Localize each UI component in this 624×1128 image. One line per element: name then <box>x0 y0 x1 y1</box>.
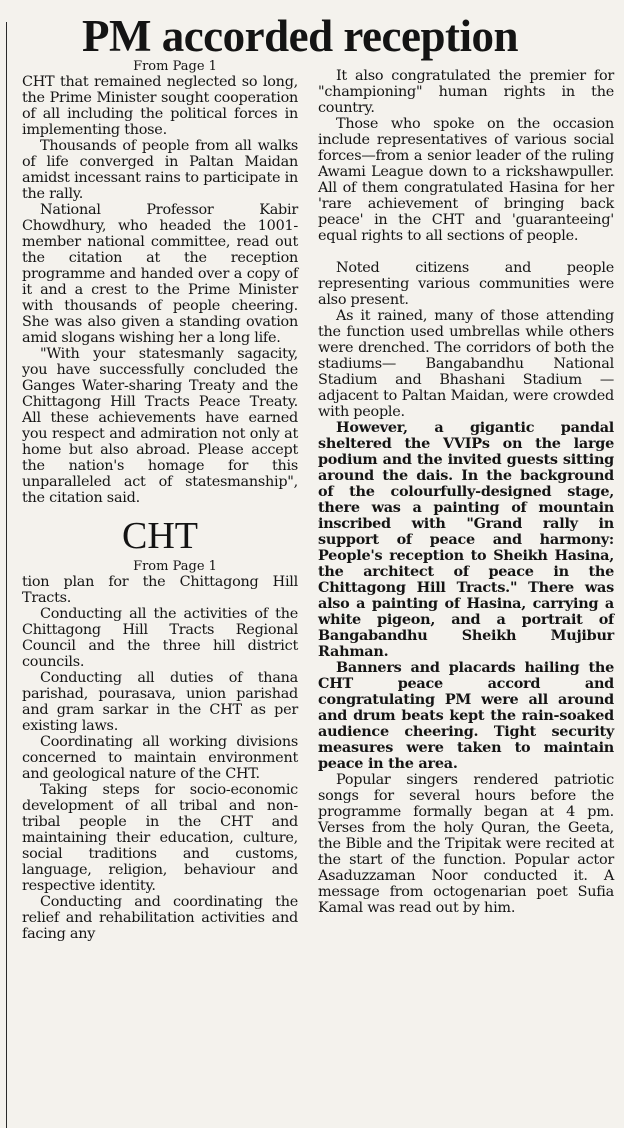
cht-paragraph: Conducting all the activities of the Chittagong Hill Tracts Regional Council and the three hill district councils. <box>22 606 298 670</box>
cht-paragraph: Conducting and coordinating the relief and rehabilitation activities and facing any <box>22 894 298 942</box>
article-paragraph: Banners and placards hailing the CHT peace accord and congratulating PM were all around and drum beats kept the rain-soaked audience cheering. Tight security measures were taken to maintain peace in the area. <box>318 659 614 772</box>
right-column <box>318 68 614 916</box>
article-paragraph: Popular singers rendered patriotic songs for several hours before the programme formally began at 4 pm. Verses from the holy Quran, the Geeta, the Bible and the Tripitak were recited at the start of the function. Popular actor Asaduzzaman Noor conducted it. A message from octogenarian poet Sufia Kamal was read out by him. <box>318 772 614 916</box>
left-column <box>22 60 298 942</box>
article-headline: PM accorded reception <box>81 11 519 61</box>
cht-paragraph: tion plan for the Chittagong Hill Tracts. <box>22 574 298 606</box>
paragraph-gap <box>318 244 614 260</box>
article-paragraph: It also congratulated the premier for "championing" human rights in the country. <box>318 68 614 116</box>
article-paragraph: National Professor Kabir Chowdhury, who headed the 1001-member national committee, read out the citation at the reception programme and handed over a copy of it and a crest to the Prime Minister with thousands of people cheering. She was also given a standing ovation amid slogans wishing her a long life. <box>22 202 298 346</box>
article-paragraph: Thousands of people from all walks of life converged in Paltan Maidan amidst incessant rains to participate in the rally. <box>22 138 298 202</box>
article-paragraph: As it rained, many of those attending the function used umbrellas while others were drenched. The corridors of both the stadiums— Bangabandhu National Stadium and Bhashani Stadium — adjacent to Paltan Maidan, were crowded with people. <box>318 308 614 420</box>
article-paragraph: "With your statesmanly sagacity, you have successfully concluded the Ganges Water-sharing Treaty and the Chittagong Hill Tracts Peace Treaty. All these achievements have earned you respect and admiration not only at home but also abroad. Please accept the nation's homage for this unparalleled act of statesmanship", the citation said. <box>22 346 298 506</box>
continued-from-label: From Page 1 <box>133 59 217 74</box>
cht-paragraph: Conducting all duties of thana parishad, pourasava, union parishad and gram sarkar in the CHT as per existing laws. <box>22 670 298 734</box>
article-paragraph: CHT that remained neglected so long, the Prime Minister sought cooperation of all including the political forces in implementing those. <box>22 74 298 138</box>
page-edge-rule <box>6 22 7 1128</box>
cht-heading: CHT <box>122 515 198 557</box>
article-paragraph: However, a gigantic pandal sheltered the VVIPs on the large podium and the invited guests sitting around the dais. In the background of the colourfully-designed stage, there was a painting of mountain inscribed with "Grand rally in support of peace and harmony: People's reception to Sheikh Hasina, the architect of peace in the Chittagong Hill Tracts." There was also a painting of Hasina, carrying a white pigeon, and a portrait of Bangabandhu Sheikh Mujibur Rahman. <box>318 419 614 660</box>
article-paragraph: Those who spoke on the occasion include representatives of various social forces—from a senior leader of the ruling Awami League down to a rickshawpuller. All of them congratulated Hasina for her 'rare achievement of bringing back peace' in the CHT and 'guaranteeing' equal rights to all sections of people. <box>318 116 614 244</box>
article-paragraph: Noted citizens and people representing various communities were also present. <box>318 260 614 308</box>
cht-continued-label: From Page 1 <box>133 559 217 574</box>
cht-paragraph: Coordinating all working divisions concerned to maintain environment and geological nature of the CHT. <box>22 734 298 782</box>
cht-paragraph: Taking steps for socio-economic development of all tribal and non-tribal people in the CHT and maintaining their education, culture, social traditions and customs, language, religion, behaviour and respective identity. <box>22 782 298 894</box>
